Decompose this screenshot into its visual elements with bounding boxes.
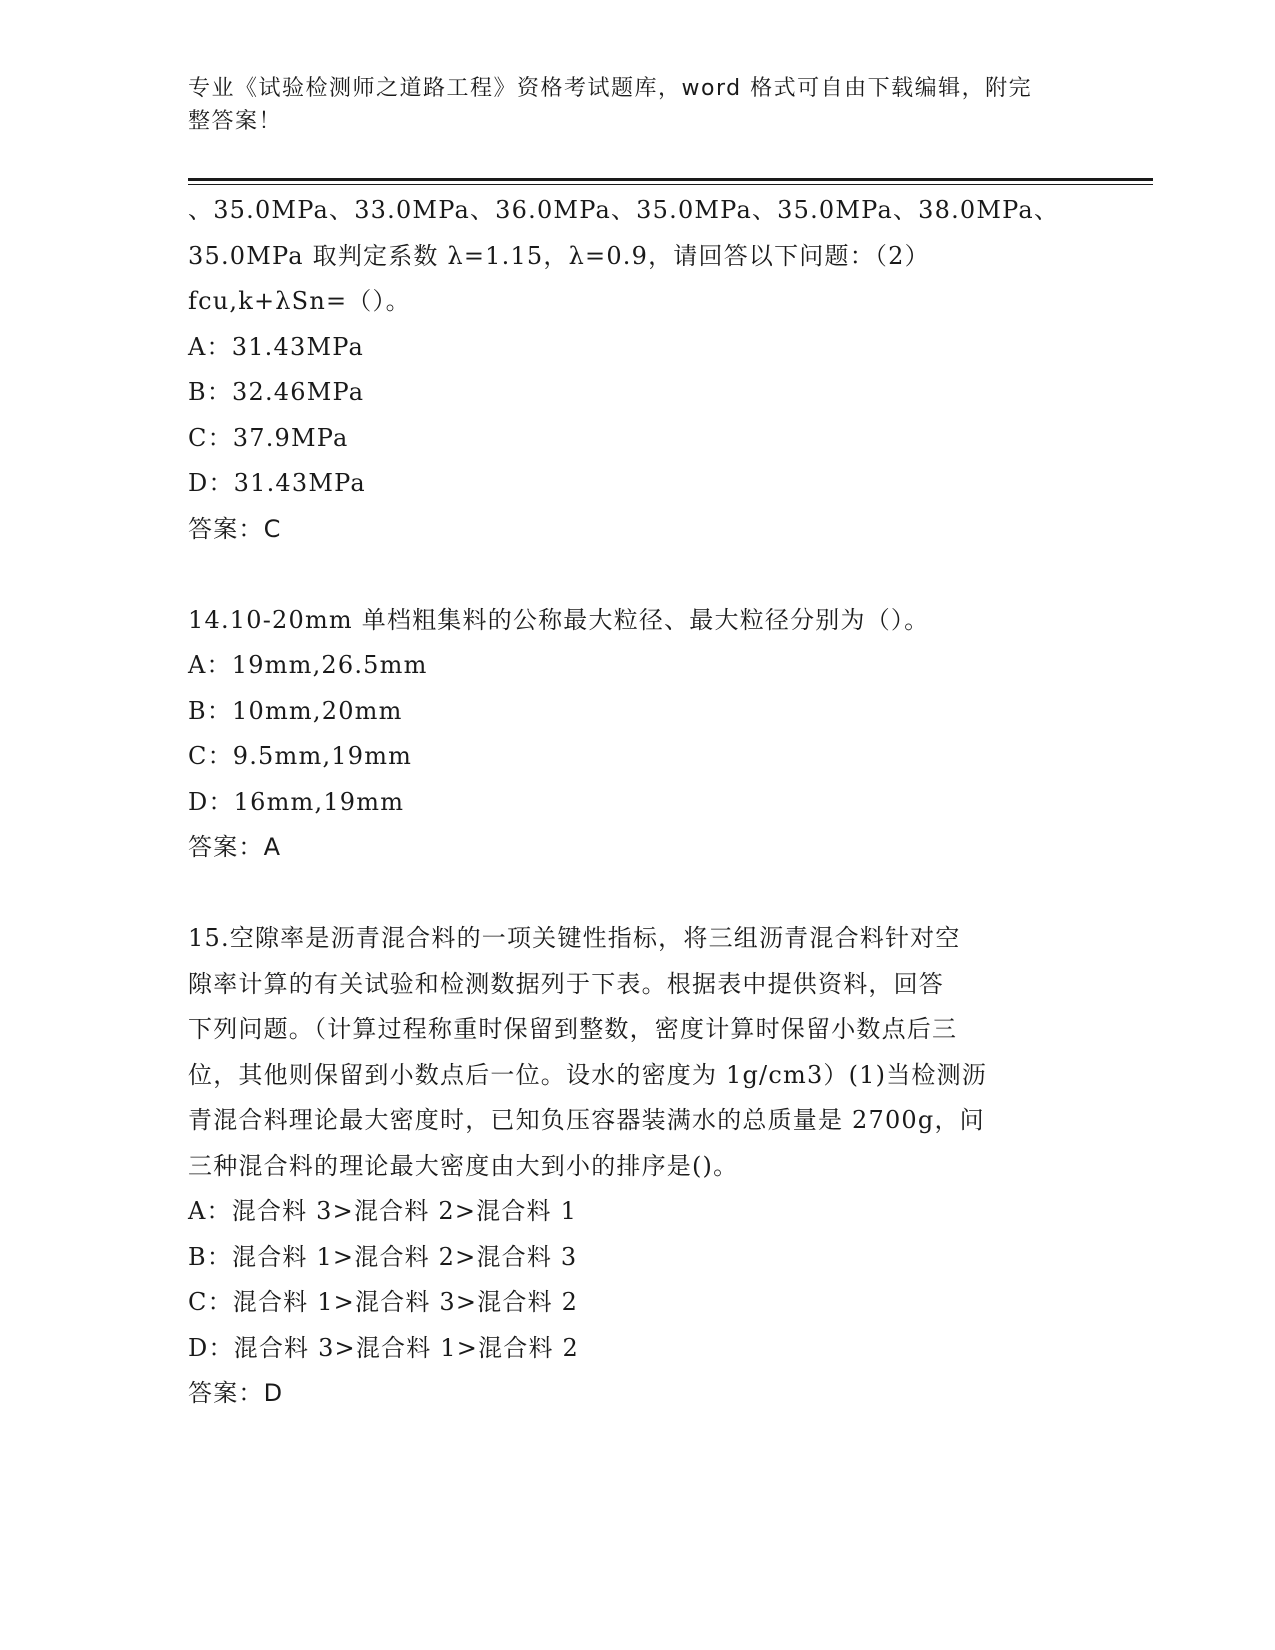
option-a: A：31.43MPa bbox=[188, 332, 364, 361]
header-line-1: 专业《试验检测师之道路工程》资格考试题库，word 格式可自由下载编辑，附完 bbox=[188, 76, 1033, 101]
question-text-line: 隙率计算的有关试验和检测数据列于下表。根据表中提供资料，回答 bbox=[188, 969, 944, 998]
question-text-line: 三种混合料的理论最大密度由大到小的排序是()。 bbox=[188, 1151, 739, 1180]
option-c: C：37.9MPa bbox=[188, 423, 349, 452]
question-text-line: 14.10-20mm 单档粗集料的公称最大粒径、最大粒径分别为（）。 bbox=[188, 605, 930, 634]
header-divider-thin bbox=[188, 184, 1153, 185]
question-text-line: 下列问题。（计算过程称重时保留到整数，密度计算时保留小数点后三 bbox=[188, 1015, 958, 1043]
question-text-line: 35.0MPa 取判定系数 λ=1.15，λ=0.9，请回答以下问题：（2） bbox=[188, 241, 930, 270]
option-b: B：32.46MPa bbox=[188, 378, 365, 406]
document-header bbox=[188, 72, 1068, 138]
spacer bbox=[188, 871, 1088, 917]
option-a: A：混合料 3>混合料 2>混合料 1 bbox=[188, 1197, 578, 1225]
question-14 bbox=[188, 598, 1088, 871]
question-15 bbox=[188, 916, 1088, 1417]
header-line-2: 整答案！ bbox=[188, 109, 283, 134]
question-text-line: 青混合料理论最大密度时，已知负压容器装满水的总质量是 2700g，问 bbox=[188, 1106, 985, 1134]
answer-label: 答案：D bbox=[188, 1379, 284, 1407]
document-body bbox=[188, 188, 1088, 1417]
option-b: B：混合料 1>混合料 2>混合料 3 bbox=[188, 1242, 578, 1271]
spacer bbox=[188, 552, 1088, 598]
question-text-line: 、35.0MPa、33.0MPa、36.0MPa、35.0MPa、35.0MPa、38.0MPa、 bbox=[188, 196, 1060, 224]
question-text-line: fcu,k+λSn=（）。 bbox=[188, 287, 411, 315]
option-a: A：19mm,26.5mm bbox=[188, 651, 428, 679]
option-c: C：混合料 1>混合料 3>混合料 2 bbox=[188, 1288, 579, 1316]
option-d: D：混合料 3>混合料 1>混合料 2 bbox=[188, 1333, 579, 1362]
question-text-line: 15.空隙率是沥青混合料的一项关键性指标，将三组沥青混合料针对空 bbox=[188, 924, 961, 952]
question-13 bbox=[188, 188, 1088, 552]
answer-label: 答案：A bbox=[188, 833, 282, 861]
option-c: C：9.5mm,19mm bbox=[188, 742, 413, 770]
header-divider-thick bbox=[188, 178, 1153, 181]
question-text-line: 位，其他则保留到小数点后一位。设水的密度为 1g/cm3）(1)当检测沥 bbox=[188, 1060, 988, 1089]
option-d: D：16mm,19mm bbox=[188, 787, 405, 816]
option-b: B：10mm,20mm bbox=[188, 696, 403, 725]
answer-label: 答案：C bbox=[188, 514, 282, 543]
option-d: D：31.43MPa bbox=[188, 469, 366, 497]
